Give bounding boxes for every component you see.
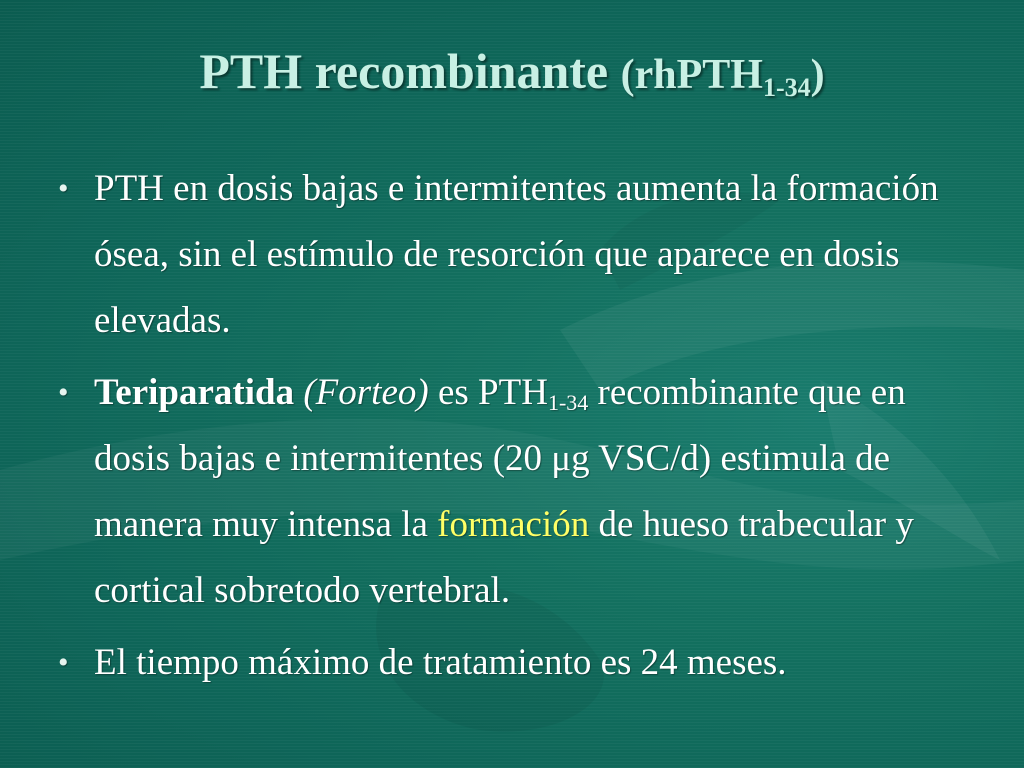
bullet-item-2 (56, 360, 976, 624)
bullet-item-1 (56, 156, 976, 354)
slide-title (0, 42, 1024, 103)
bullet-2-highlight: formación (437, 504, 590, 545)
bullet-item-3 (56, 630, 976, 696)
bullet-1-text: PTH en dosis bajas e intermitentes aumenta la formación ósea, sin el estímulo de resorción que aparece en dosis elevadas. (94, 168, 939, 341)
bullet-icon: • (58, 172, 69, 205)
title-paren-open: (rhPTH (620, 52, 763, 98)
bullet-icon: • (58, 376, 69, 409)
bullet-icon: • (58, 646, 69, 679)
title-subscript: 1-34 (762, 73, 811, 102)
bullet-2-text-a: es PTH (428, 372, 548, 413)
bullet-2-subscript: 1-34 (547, 390, 589, 415)
title-paren-close: ) (810, 52, 825, 98)
bullet-3-text: El tiempo máximo de tratamiento es 24 meses. (94, 642, 787, 683)
bullet-2-text-b: recombinante que en dosis bajas e intermitentes (20 μg VSC/d) estimula de manera muy intensa la (94, 372, 906, 545)
bullet-2-bold-term: Teriparatida (94, 372, 295, 413)
bullet-2-text-c: de hueso trabecular y cortical sobretodo vertebral. (94, 504, 914, 611)
bullet-list (56, 156, 976, 702)
bullet-2-brand-name: (Forteo) (303, 372, 429, 413)
title-main: PTH recombinante (199, 43, 621, 99)
